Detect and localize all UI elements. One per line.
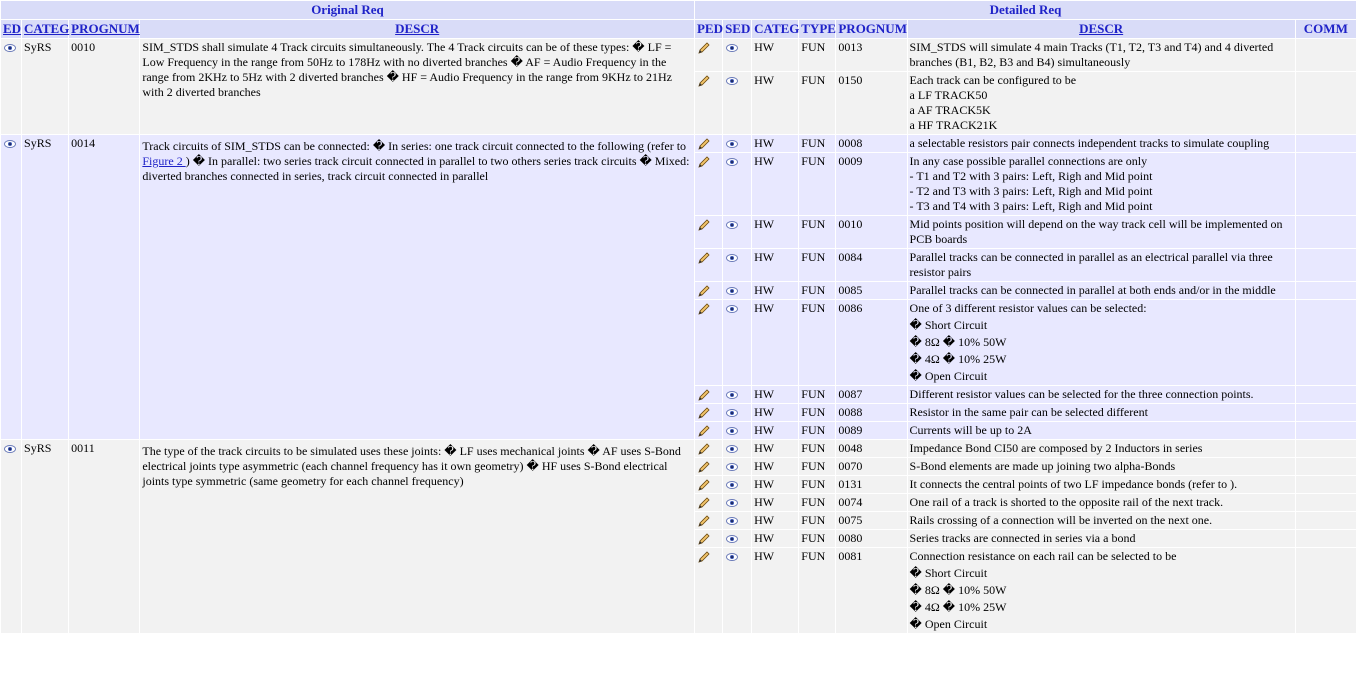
detail-ped-cell (695, 512, 722, 529)
column-header-categ-detailed: CATEG (754, 21, 800, 36)
detail-prognum: 0009 (838, 154, 863, 168)
detail-type-cell (799, 216, 835, 248)
detail-prognum: 0013 (838, 40, 863, 54)
detail-categ-cell (752, 548, 798, 633)
pencil-icon[interactable] (697, 407, 711, 419)
detail-descr-cell (908, 404, 1295, 421)
detail-ped-cell (695, 440, 722, 457)
detail-categ: HW (754, 283, 775, 297)
detail-sed-cell (723, 39, 751, 71)
detail-descr-line: SIM_STDS will simulate 4 main Tracks (T1, T2, T3 and T4) and 4 diverted branches (B1, B2, B3 and B4) simultaneously (909, 40, 1274, 69)
detail-type: FUN (801, 441, 826, 455)
detail-categ-cell (752, 458, 798, 475)
detail-type: FUN (801, 283, 826, 297)
eye-icon[interactable] (725, 42, 739, 54)
detail-descr-line: Series tracks are connected in series via a bond (909, 531, 1136, 545)
detail-prognum-cell (836, 135, 906, 152)
detail-comm-cell (1296, 476, 1356, 493)
detail-type: FUN (801, 423, 826, 437)
eye-icon[interactable] (725, 461, 739, 473)
detail-type: FUN (801, 495, 826, 509)
detail-prognum-cell (836, 153, 906, 215)
detail-descr-line: � 4Ω � 10% 25W (909, 352, 1007, 366)
detail-prognum-cell (836, 249, 906, 281)
detail-descr-line: � 8Ω � 10% 50W (909, 335, 1007, 349)
pencil-icon[interactable] (697, 425, 711, 437)
detail-descr-line: - T3 and T4 with 3 pairs: Left, Righ and Mid point (909, 199, 1153, 213)
detail-prognum: 0084 (838, 250, 863, 264)
detail-ped-cell (695, 530, 722, 547)
detail-type-cell (799, 530, 835, 547)
detail-prognum: 0086 (838, 301, 863, 315)
detail-categ: HW (754, 387, 775, 401)
pencil-icon[interactable] (697, 156, 711, 168)
detail-categ: HW (754, 250, 775, 264)
column-header-descr[interactable]: DESCR (395, 21, 440, 36)
detail-prognum: 0074 (838, 495, 863, 509)
detail-type-cell (799, 153, 835, 215)
detail-categ-cell (752, 386, 798, 403)
detail-prognum: 0081 (838, 549, 863, 563)
original-ed-cell (1, 440, 21, 633)
pencil-icon[interactable] (697, 219, 711, 231)
detail-descr-line: Different resistor values can be selected for the three connection points. (909, 387, 1254, 401)
pencil-icon[interactable] (697, 42, 711, 54)
column-header-comm: COMM (1296, 20, 1356, 38)
group-header-original: Original Req (1, 1, 694, 19)
original-prognum: 0010 (71, 40, 96, 54)
detail-descr-cell (908, 135, 1295, 152)
detail-comm-cell (1296, 216, 1356, 248)
original-categ-cell (22, 440, 68, 633)
detail-descr-cell (908, 476, 1295, 493)
eye-icon[interactable] (725, 75, 739, 87)
detail-type-cell (799, 282, 835, 299)
detail-descr-line: Mid points position will depend on the way track cell will be implemented on PCB boards (909, 217, 1283, 246)
detail-prognum-cell (836, 300, 906, 385)
detail-ped-cell (695, 548, 722, 633)
detail-comm-cell (1296, 548, 1356, 633)
detail-type-cell (799, 440, 835, 457)
detail-type: FUN (801, 217, 826, 231)
detail-prognum: 0080 (838, 531, 863, 545)
detail-descr-line: Currents will be up to 2A (909, 423, 1032, 437)
pencil-icon[interactable] (697, 389, 711, 401)
original-categ: SyRS (24, 136, 52, 150)
detail-type-cell (799, 494, 835, 511)
original-categ-cell (22, 39, 68, 134)
detail-ped-cell (695, 300, 722, 385)
eye-icon[interactable] (725, 497, 739, 509)
detail-categ-cell (752, 530, 798, 547)
table-row (1, 39, 1356, 71)
detail-descr-line: Resistor in the same pair can be selected different (909, 405, 1148, 419)
detail-descr-line: Connection resistance on each rail can be selected to be (909, 549, 1177, 563)
original-descr-text: The type of the track circuits to be simulated uses these joints: � LF uses mechanical joints � AF uses S-Bond electrical joints type asymmetric (each channel frequency has it own geometry) � HF uses S-Bond electrical joints type symmetric (same geometry for each channel frequency) (142, 444, 681, 488)
detail-type: FUN (801, 250, 826, 264)
detail-descr-line: � Short Circuit (909, 566, 988, 580)
detail-prognum: 0089 (838, 423, 863, 437)
detail-prognum-cell (836, 282, 906, 299)
eye-icon[interactable] (725, 219, 739, 231)
detail-sed-cell (723, 458, 751, 475)
original-prognum-cell (69, 440, 139, 633)
detail-prognum: 0131 (838, 477, 863, 491)
detail-ped-cell (695, 282, 722, 299)
detail-ped-cell (695, 476, 722, 493)
column-header-prognum-detailed: PROGNUM (838, 21, 907, 36)
original-prognum-cell (69, 135, 139, 439)
original-descr-text: ) � In parallel: two series track circuit connected in parallel to two others series track circuits � Mixed: diverted branches connected in series, track circuit connected in parallel (142, 154, 690, 183)
detail-categ-cell (752, 135, 798, 152)
detail-sed-cell (723, 282, 751, 299)
detail-prognum-cell (836, 530, 906, 547)
detail-descr-cell (908, 530, 1295, 547)
detail-categ: HW (754, 405, 775, 419)
detail-comm-cell (1296, 512, 1356, 529)
detail-comm-cell (1296, 39, 1356, 71)
eye-icon[interactable] (725, 389, 739, 401)
detail-descr-cell (908, 512, 1295, 529)
detail-categ: HW (754, 154, 775, 168)
detail-prognum-cell (836, 216, 906, 248)
detail-prognum-cell (836, 548, 906, 633)
detail-descr-cell (908, 39, 1295, 71)
detail-type: FUN (801, 513, 826, 527)
detail-categ: HW (754, 549, 775, 563)
detail-comm-cell (1296, 386, 1356, 403)
detail-type-cell (799, 300, 835, 385)
detail-categ: HW (754, 40, 775, 54)
eye-icon[interactable] (3, 42, 17, 54)
pencil-icon[interactable] (697, 497, 711, 509)
detail-prognum-cell (836, 494, 906, 511)
detail-categ: HW (754, 459, 775, 473)
detail-sed-cell (723, 249, 751, 281)
detail-ped-cell (695, 216, 722, 248)
detail-type-cell (799, 548, 835, 633)
detail-comm-cell (1296, 530, 1356, 547)
detail-prognum: 0075 (838, 513, 863, 527)
original-descr-text: Track circuits of SIM_STDS can be connected: � In series: one track circuit connected to the following (refer to (142, 139, 687, 153)
detail-descr-line: Parallel tracks can be connected in parallel at both ends and/or in the middle (909, 283, 1276, 297)
pencil-icon[interactable] (697, 551, 711, 563)
detail-prognum-cell (836, 458, 906, 475)
detail-prognum: 0088 (838, 405, 863, 419)
original-categ: SyRS (24, 40, 52, 54)
detail-prognum: 0008 (838, 136, 863, 150)
detail-prognum-cell (836, 39, 906, 71)
detail-type: FUN (801, 136, 826, 150)
detail-descr-cell (908, 386, 1295, 403)
detail-descr-cell (908, 548, 1295, 633)
detail-type-cell (799, 72, 835, 134)
detail-sed-cell (723, 422, 751, 439)
detail-prognum: 0048 (838, 441, 863, 455)
pencil-icon[interactable] (697, 138, 711, 150)
detail-descr-line: S-Bond elements are made up joining two alpha-Bonds (909, 459, 1176, 473)
pencil-icon[interactable] (697, 303, 711, 315)
detail-prognum-cell (836, 422, 906, 439)
detail-categ: HW (754, 423, 775, 437)
detail-categ-cell (752, 72, 798, 134)
eye-icon[interactable] (725, 533, 739, 545)
detail-comm-cell (1296, 153, 1356, 215)
table-row (1, 440, 1356, 457)
detail-type-cell (799, 386, 835, 403)
detail-categ-cell (752, 282, 798, 299)
detail-descr-line: � Open Circuit (909, 617, 988, 631)
detail-sed-cell (723, 476, 751, 493)
detail-descr-cell (908, 72, 1295, 134)
detail-categ-cell (752, 494, 798, 511)
detail-ped-cell (695, 249, 722, 281)
detail-descr-line: a LF TRACK50 (909, 88, 988, 102)
detail-comm-cell (1296, 458, 1356, 475)
pencil-icon[interactable] (697, 285, 711, 297)
detail-categ: HW (754, 477, 775, 491)
detail-comm-cell (1296, 422, 1356, 439)
detail-prognum-cell (836, 72, 906, 134)
detail-type: FUN (801, 387, 826, 401)
eye-icon[interactable] (725, 515, 739, 527)
detail-descr-line: � 4Ω � 10% 25W (909, 600, 1007, 614)
detail-ped-cell (695, 386, 722, 403)
detail-type-cell (799, 476, 835, 493)
detail-categ-cell (752, 440, 798, 457)
detail-type: FUN (801, 154, 826, 168)
detail-prognum-cell (836, 404, 906, 421)
detail-sed-cell (723, 404, 751, 421)
column-header-ed[interactable]: ED (3, 21, 22, 36)
eye-icon[interactable] (725, 156, 739, 168)
pencil-icon[interactable] (697, 515, 711, 527)
column-header-prognum[interactable]: PROGNUM (71, 21, 140, 36)
detail-sed-cell (723, 440, 751, 457)
original-prognum-cell (69, 39, 139, 134)
detail-descr-line: Parallel tracks can be connected in parallel as an electrical parallel via three resistor pairs (909, 250, 1273, 279)
detail-descr-line: a AF TRACK5K (909, 103, 991, 117)
detail-prognum: 0087 (838, 387, 863, 401)
detail-sed-cell (723, 135, 751, 152)
detail-ped-cell (695, 39, 722, 71)
original-ed-cell (1, 135, 21, 439)
detail-type: FUN (801, 531, 826, 545)
detail-descr-cell (908, 153, 1295, 215)
eye-icon[interactable] (725, 252, 739, 264)
pencil-icon[interactable] (697, 252, 711, 264)
detail-sed-cell (723, 548, 751, 633)
table-row (1, 135, 1356, 152)
detail-type-cell (799, 39, 835, 71)
original-prognum: 0014 (71, 136, 96, 150)
detail-prognum-cell (836, 476, 906, 493)
eye-icon[interactable] (3, 138, 17, 150)
detail-type-cell (799, 512, 835, 529)
detail-type: FUN (801, 459, 826, 473)
detail-comm-cell (1296, 135, 1356, 152)
detail-prognum-cell (836, 512, 906, 529)
detail-categ-cell (752, 300, 798, 385)
detail-categ-cell (752, 512, 798, 529)
detail-descr-cell (908, 300, 1295, 385)
detail-categ: HW (754, 513, 775, 527)
detail-ped-cell (695, 422, 722, 439)
detail-sed-cell (723, 216, 751, 248)
detail-type-cell (799, 422, 835, 439)
detail-descr-line: In any case possible parallel connections are only (909, 154, 1148, 168)
eye-icon[interactable] (725, 443, 739, 455)
detail-type: FUN (801, 477, 826, 491)
detail-descr-line: Each track can be configured to be (909, 73, 1077, 87)
detail-ped-cell (695, 72, 722, 134)
detail-descr-cell (908, 494, 1295, 511)
detail-descr-line: - T1 and T2 with 3 pairs: Left, Righ and Mid point (909, 169, 1153, 183)
detail-descr-line: One rail of a track is shorted to the opposite rail of the next track. (909, 495, 1224, 509)
detail-categ-cell (752, 39, 798, 71)
detail-ped-cell (695, 494, 722, 511)
detail-comm-cell (1296, 249, 1356, 281)
pencil-icon[interactable] (697, 461, 711, 473)
original-descr-cell (140, 135, 694, 439)
detail-comm-cell (1296, 404, 1356, 421)
detail-descr-line: � 8Ω � 10% 50W (909, 583, 1007, 597)
pencil-icon[interactable] (697, 533, 711, 545)
detail-comm-cell (1296, 300, 1356, 385)
eye-icon[interactable] (725, 479, 739, 491)
detail-categ: HW (754, 301, 775, 315)
eye-icon[interactable] (725, 407, 739, 419)
detail-descr-line: Impedance Bond CI50 are composed by 2 Inductors in series (909, 441, 1203, 455)
detail-ped-cell (695, 153, 722, 215)
detail-ped-cell (695, 135, 722, 152)
detail-sed-cell (723, 530, 751, 547)
detail-descr-cell (908, 422, 1295, 439)
original-descr-text: SIM_STDS shall simulate 4 Track circuits simultaneously. The 4 Track circuits can be of these types: � LF = Low Frequency in the range from 50Hz to 178Hz with no diverted branches � AF = Audio Frequency in the range from 2KHz to 5Hz with 2 diverted branches � HF = Audio Frequency in the range from 9KHz to 21Hz with 2 diverted branches (142, 40, 672, 99)
detail-type-cell (799, 458, 835, 475)
detail-descr-cell (908, 216, 1295, 248)
detail-categ: HW (754, 136, 775, 150)
column-header-descr-detailed[interactable]: DESCR (1079, 21, 1124, 36)
detail-sed-cell (723, 153, 751, 215)
detail-prognum-cell (836, 440, 906, 457)
detail-type: FUN (801, 40, 826, 54)
original-categ-cell (22, 135, 68, 439)
original-descr-cell (140, 39, 694, 134)
detail-categ-cell (752, 153, 798, 215)
column-header-categ[interactable]: CATEG (24, 21, 70, 36)
detail-categ-cell (752, 476, 798, 493)
detail-sed-cell (723, 494, 751, 511)
detail-comm-cell (1296, 440, 1356, 457)
pencil-icon[interactable] (697, 75, 711, 87)
eye-icon[interactable] (725, 285, 739, 297)
original-categ: SyRS (24, 441, 52, 455)
detail-descr-cell (908, 282, 1295, 299)
detail-descr-line: - T2 and T3 with 3 pairs: Left, Righ and Mid point (909, 184, 1153, 198)
detail-descr-cell (908, 458, 1295, 475)
detail-ped-cell (695, 458, 722, 475)
detail-categ: HW (754, 73, 775, 87)
detail-descr-line: One of 3 different resistor values can be selected: (909, 301, 1147, 315)
detail-comm-cell (1296, 494, 1356, 511)
original-ed-cell (1, 39, 21, 134)
eye-icon[interactable] (725, 303, 739, 315)
original-prognum: 0011 (71, 441, 95, 455)
pencil-icon[interactable] (697, 479, 711, 491)
detail-descr-cell (908, 249, 1295, 281)
detail-categ-cell (752, 422, 798, 439)
eye-icon[interactable] (725, 425, 739, 437)
group-header-detailed: Detailed Req (695, 1, 1356, 19)
detail-type: FUN (801, 549, 826, 563)
detail-comm-cell (1296, 72, 1356, 134)
eye-icon[interactable] (3, 443, 17, 455)
column-header-sed: SED (725, 21, 751, 36)
figure-link[interactable]: Figure 2 (142, 154, 186, 168)
detail-categ-cell (752, 249, 798, 281)
detail-sed-cell (723, 300, 751, 385)
detail-type-cell (799, 135, 835, 152)
detail-type: FUN (801, 301, 826, 315)
detail-prognum: 0085 (838, 283, 863, 297)
detail-sed-cell (723, 512, 751, 529)
detail-ped-cell (695, 404, 722, 421)
detail-prognum: 0150 (838, 73, 863, 87)
eye-icon[interactable] (725, 138, 739, 150)
detail-categ: HW (754, 495, 775, 509)
detail-categ-cell (752, 404, 798, 421)
detail-categ-cell (752, 216, 798, 248)
detail-prognum-cell (836, 386, 906, 403)
column-header-type: TYPE (801, 21, 836, 36)
detail-sed-cell (723, 72, 751, 134)
detail-descr-line: It connects the central points of two LF impedance bonds (refer to ). (909, 477, 1238, 491)
column-header-ped: PED (696, 21, 723, 36)
detail-type-cell (799, 249, 835, 281)
detail-type: FUN (801, 73, 826, 87)
original-descr-cell (140, 440, 694, 633)
detail-descr-line: � Short Circuit (909, 318, 988, 332)
detail-categ: HW (754, 531, 775, 545)
detail-descr-line: � Open Circuit (909, 369, 988, 383)
detail-type: FUN (801, 405, 826, 419)
pencil-icon[interactable] (697, 443, 711, 455)
detail-comm-cell (1296, 282, 1356, 299)
detail-prognum: 0070 (838, 459, 863, 473)
detail-categ: HW (754, 217, 775, 231)
detail-sed-cell (723, 386, 751, 403)
detail-descr-cell (908, 440, 1295, 457)
detail-descr-line: Rails crossing of a connection will be inverted on the next one. (909, 513, 1213, 527)
eye-icon[interactable] (725, 551, 739, 563)
detail-descr-line: a HF TRACK21K (909, 118, 998, 132)
detail-prognum: 0010 (838, 217, 863, 231)
detail-descr-line: a selectable resistors pair connects independent tracks to simulate coupling (909, 136, 1270, 150)
detail-categ: HW (754, 441, 775, 455)
detail-type-cell (799, 404, 835, 421)
